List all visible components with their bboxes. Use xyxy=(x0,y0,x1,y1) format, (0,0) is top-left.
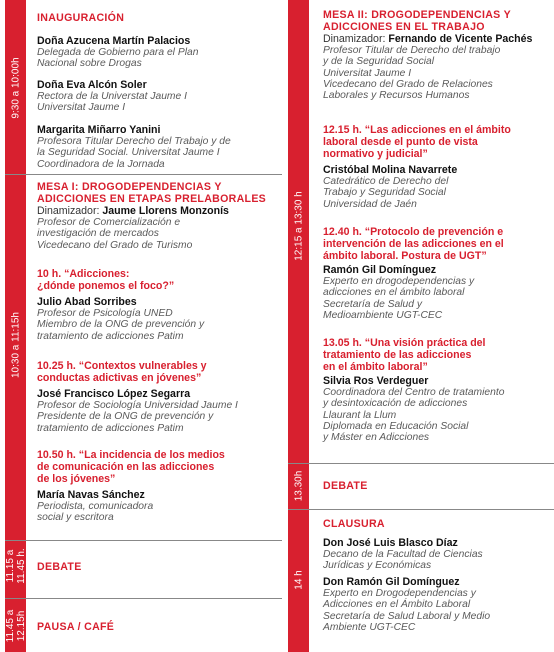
clausura-section xyxy=(323,518,551,530)
speaker-block xyxy=(37,35,287,70)
talk-title: intervención de las adicciones en el xyxy=(323,238,504,250)
section-title: MESA II: DROGODEPENDENCIAS Y xyxy=(323,9,511,21)
speaker-desc: Rectora de la Universtat Jaume I xyxy=(37,91,187,102)
moderator-desc: Universitat Jaume I xyxy=(323,67,412,79)
time-inauguracion: 9:30 a 10:00h xyxy=(10,57,22,119)
speaker-desc: Coordinadora de la Jornada xyxy=(37,158,165,170)
time-mesa2: 12:15 a 13:30 h xyxy=(293,191,305,261)
speaker-desc: tratamiento de adicciones Patim xyxy=(37,422,184,434)
speaker-block xyxy=(323,537,551,572)
moderator-desc: Profesor de Comercialización e xyxy=(37,217,181,228)
speaker-name: Cristóbal Molina Navarrete xyxy=(323,164,458,176)
talk-title: ámbito laboral. Postura de UGT” xyxy=(323,250,487,262)
speaker-name: Doña Azucena Martín Palacios xyxy=(37,35,191,47)
section-title: PAUSA / CAFÉ xyxy=(37,621,115,633)
talk-title: 10.50 h. “La incidencia de los medios xyxy=(37,449,225,461)
talk-title: en el ámbito laboral” xyxy=(323,361,428,373)
speaker-desc: Adicciones en el Ámbito Laboral xyxy=(323,599,471,611)
speaker-name: Doña Eva Alcón Soler xyxy=(37,79,147,91)
inauguracion-section xyxy=(37,12,287,24)
speaker-desc: Ambiente UGT-CEC xyxy=(323,621,416,633)
speaker-desc: Catedrático de Derecho del xyxy=(323,176,449,187)
moderator-desc: Vicedecano del Grado de Relaciones xyxy=(323,78,493,90)
moderator-line xyxy=(37,205,287,217)
moderator-line xyxy=(323,33,551,45)
talk-title: 13.05 h. “Una visión práctica del xyxy=(323,337,486,349)
speaker-desc: Diplomada en Educación Social xyxy=(323,420,469,432)
moderator-name: Jaume Llorens Monzonís xyxy=(102,205,229,217)
speaker-block xyxy=(37,79,287,114)
speaker-desc: Presidente de la ONG de prevención y xyxy=(37,411,214,423)
speaker-desc: la Seguridad Social. Universitat Jaume I xyxy=(37,147,220,159)
speaker-name: Silvia Ros Verdeguer xyxy=(323,375,429,387)
talk-title: 10 h. “Adicciones: xyxy=(37,268,130,280)
time-debate-right: 13.30h xyxy=(293,470,305,502)
speaker-name: José Francisco López Segarra xyxy=(37,388,191,400)
divider xyxy=(5,598,282,599)
section-title: ADICCIONES EN EL TRABAJO xyxy=(323,21,485,33)
speaker-desc: Profesor de Psicología UNED xyxy=(37,308,173,319)
speaker-desc: Secretaría de Salud Laboral y Medio xyxy=(323,610,491,622)
speaker-desc: Secretaría de Salud y xyxy=(323,298,423,310)
talk-title: 10.25 h. “Contextos vulnerables y xyxy=(37,360,207,372)
speaker-desc: Medioambiente UGT-CEC xyxy=(323,309,443,321)
talk-block xyxy=(37,360,287,434)
section-title: MESA I: DROGODEPENDENCIAS Y xyxy=(37,181,222,193)
moderator-name: Fernando de Vicente Pachés xyxy=(388,33,533,45)
speaker-desc: Delegada de Gobierno para el Plan xyxy=(37,47,199,58)
speaker-desc: Nacional sobre Drogas xyxy=(37,58,142,70)
right-time-bar xyxy=(288,0,309,652)
section-title: INAUGURACIÓN xyxy=(37,12,125,24)
speaker-desc: Miembro de la ONG de prevención y xyxy=(37,319,205,331)
talk-title: tratamiento de las adicciones xyxy=(323,349,472,361)
speaker-desc: Decano de la Facultad de Ciencias xyxy=(323,549,483,560)
talk-block xyxy=(37,449,287,524)
mesa2-section xyxy=(323,9,551,101)
time-mesa1: 10:30 a 11:15h xyxy=(10,312,22,378)
talk-title: conductas adictivas en jóvenes” xyxy=(37,372,202,384)
talk-title: 12.40 h. “Protocolo de prevención e xyxy=(323,226,504,238)
speaker-desc: Jurídicas y Económicas xyxy=(323,560,432,572)
divider xyxy=(5,174,282,175)
speaker-desc: Universidad de Jaén xyxy=(323,198,417,210)
talk-block xyxy=(37,268,287,342)
speaker-desc: Coordinadora del Centro de tratamiento xyxy=(323,387,505,398)
speaker-name: María Navas Sánchez xyxy=(37,489,145,501)
speaker-name: Don José Luis Blasco Díaz xyxy=(323,537,458,549)
speaker-desc: adicciones en el ámbito laboral xyxy=(323,287,465,299)
talk-title: 12.15 h. “Las adicciones en el ámbito xyxy=(323,124,511,136)
speaker-desc: Trabajo y Seguridad Social xyxy=(323,187,446,199)
section-title: CLAUSURA xyxy=(323,518,385,530)
speaker-desc: Experto en Drogodependencias y xyxy=(323,588,476,599)
moderator-desc: Vicedecano del Grado de Turismo xyxy=(37,239,193,251)
speaker-name: Ramón Gil Domínguez xyxy=(323,264,437,276)
speaker-name: Margarita Miñarro Yanini xyxy=(37,124,161,136)
talk-block xyxy=(323,226,551,321)
moderator-label: Dinamizador: xyxy=(323,33,386,45)
speaker-desc: Periodista, comunicadora xyxy=(37,501,154,512)
speaker-desc: Profesora Titular Derecho del Trabajo y de xyxy=(37,136,231,147)
section-title: DEBATE xyxy=(37,561,82,573)
talk-title: de los jóvenes” xyxy=(37,473,116,485)
debate-section xyxy=(37,561,287,573)
divider xyxy=(288,509,554,510)
moderator-desc: investigación de mercados xyxy=(37,228,159,240)
speaker-desc: tratamiento de adicciones Patim xyxy=(37,330,184,342)
speaker-desc: Llaurant la Llum xyxy=(323,409,397,421)
moderator-desc: Profesor Titular de Derecho del trabajo xyxy=(323,45,501,56)
time-debate-left: 11.15 a 11.45 h. xyxy=(5,548,27,584)
speaker-name: Don Ramón Gil Domínguez xyxy=(323,576,460,588)
section-title: ADICCIONES EN ETAPAS PRELABORALES xyxy=(37,193,267,205)
moderator-desc: y de la Seguridad Social xyxy=(323,56,435,68)
speaker-desc: Universitat Jaume I xyxy=(37,102,126,114)
pausa-section xyxy=(37,621,287,633)
speaker-name: Julio Abad Sorribes xyxy=(37,296,137,308)
divider xyxy=(5,540,282,541)
talk-title: normativo y judicial” xyxy=(323,148,428,160)
speaker-desc: social y escritora xyxy=(37,512,114,524)
speaker-block xyxy=(37,124,287,170)
debate-section xyxy=(323,480,551,492)
talk-title: ¿dónde ponemos el foco?” xyxy=(37,280,175,292)
speaker-desc: Profesor de Sociología Universidad Jaume I xyxy=(37,400,238,411)
talk-title: laboral desde el punto de vista xyxy=(323,136,478,148)
section-title: DEBATE xyxy=(323,480,368,492)
talk-block xyxy=(323,337,551,443)
speaker-block xyxy=(323,576,551,633)
moderator-label: Dinamizador: xyxy=(37,205,100,217)
divider xyxy=(288,463,554,464)
mesa1-section xyxy=(37,181,287,251)
talk-block xyxy=(323,124,551,210)
speaker-desc: y Máster en Adicciones xyxy=(323,432,430,444)
time-clausura: 14 h xyxy=(293,570,305,590)
speaker-desc: Experto en drogodependencias y xyxy=(323,276,475,287)
moderator-desc: Laborales y Recursos Humanos xyxy=(323,90,470,102)
speaker-desc: y desintoxicación de adicciones xyxy=(323,398,468,410)
talk-title: de comunicación en las adicciones xyxy=(37,461,215,473)
time-pausa: 11.45 a 12.15h xyxy=(5,609,27,643)
